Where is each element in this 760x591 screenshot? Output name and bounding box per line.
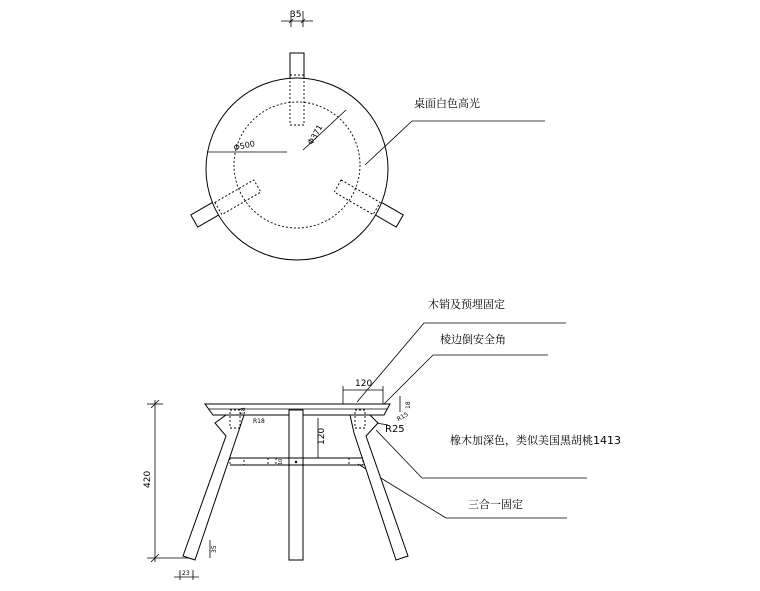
finish-note: 桌面白色高光 <box>414 97 480 110</box>
tenon-width-label: 120 <box>355 379 373 389</box>
tenon-width-dimension <box>343 379 383 404</box>
leg-right <box>350 415 408 560</box>
leg-center <box>289 410 303 560</box>
overall-height-dimension <box>143 400 190 562</box>
note-wood-leader <box>376 430 422 478</box>
top-width-dim-label: 35 <box>290 10 302 20</box>
foot-dim-label: 35 <box>211 545 218 553</box>
outer-diameter-label: Φ500 <box>232 139 256 153</box>
top-thickness-label: 18 <box>240 407 247 415</box>
elevation-view <box>143 297 621 580</box>
leg-radius-label: R25 <box>385 424 405 435</box>
note-wood: 橡木加深色，类似美国黑胡桃1413 <box>450 434 621 447</box>
note-pin: 木销及预埋固定 <box>428 298 505 311</box>
center-height-label: 120 <box>317 427 327 445</box>
leg-left <box>183 415 244 560</box>
table-top-outline <box>206 78 388 260</box>
chamfer-radius-right: R15 <box>395 410 410 423</box>
bottom-dim-label: 23 <box>182 570 190 577</box>
top-width-dimension <box>281 10 313 27</box>
chamfer-radius-small: R18 <box>253 418 265 425</box>
inner-diameter-label: Φ371 <box>306 123 325 147</box>
note-chamfer: 棱边倒安全角 <box>440 333 506 346</box>
rail-dim-label: 10 <box>278 458 284 465</box>
bottom-dimension <box>174 570 199 580</box>
note-joint: 三合一固定 <box>468 498 523 511</box>
overall-height-label: 420 <box>143 470 153 488</box>
plan-view <box>191 10 545 260</box>
right-edge-dim-label: 18 <box>405 401 412 409</box>
